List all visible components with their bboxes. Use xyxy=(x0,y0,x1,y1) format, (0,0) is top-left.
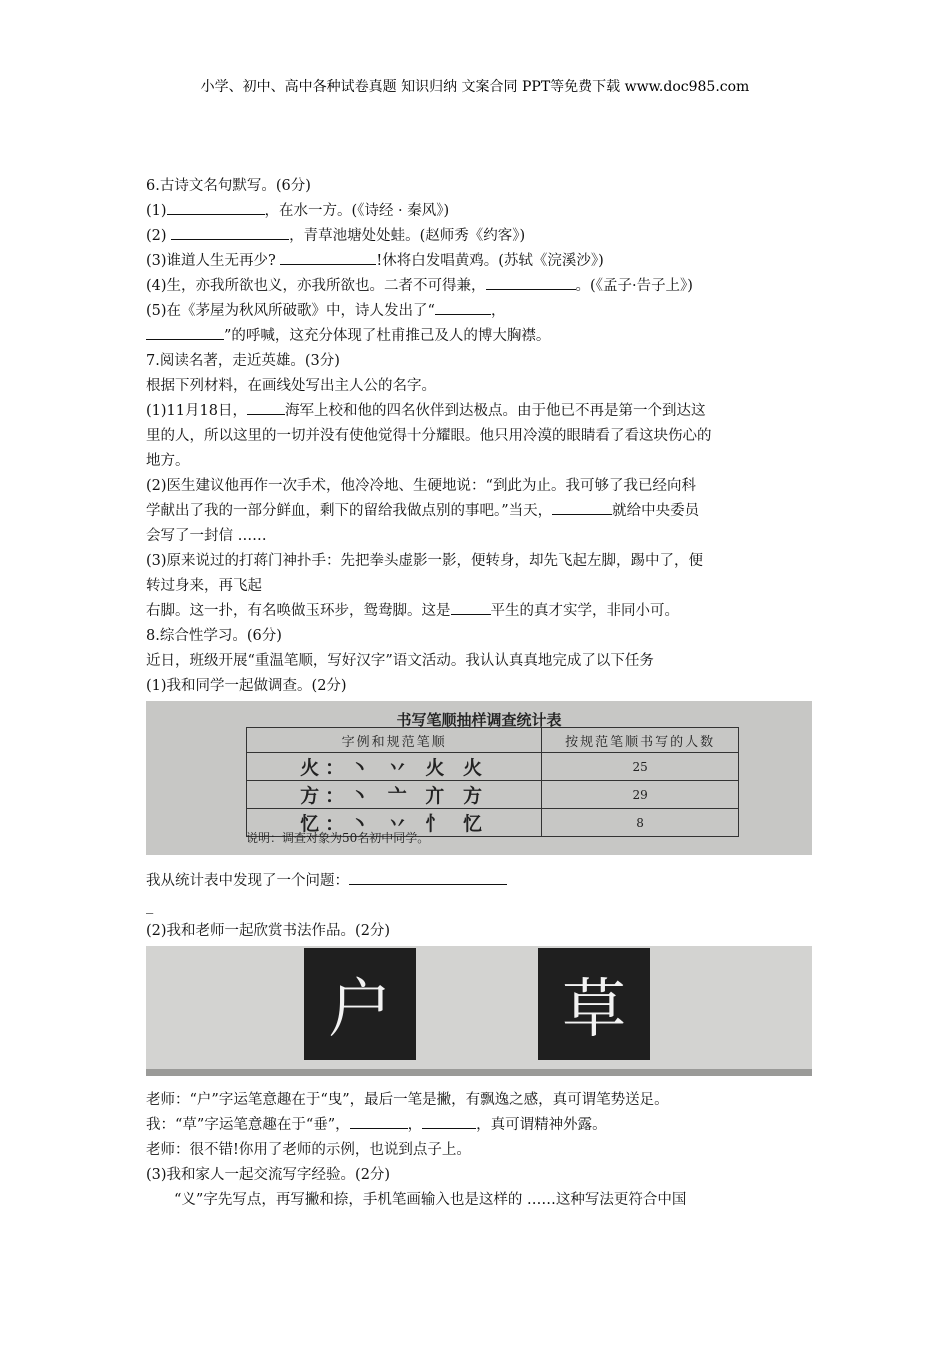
q6-item-5 xyxy=(146,299,812,324)
answer-blank[interactable] xyxy=(146,325,224,340)
q6-item-5-prefix: (5)在《茅屋为秋风所破歌》中，诗人发出了“ xyxy=(146,303,435,319)
q7-p1-prefix: (1)11月18日， xyxy=(146,403,247,419)
page-header: 小学、初中、高中各种试卷真题 知识归纳 文案合同 PPT等免费下载 www.doc985.com xyxy=(200,79,750,95)
answer-blank[interactable] xyxy=(486,275,576,290)
q8-family-text: “义”字先写点，再写撇和捺，手机笔画输入也是这样的 ……这种写法更符合中国 xyxy=(174,1192,687,1208)
answer-blank[interactable] xyxy=(451,600,491,615)
q6-item-4 xyxy=(146,274,812,299)
photo-edge xyxy=(146,1069,812,1076)
q6-item-5-text: ， xyxy=(490,303,506,319)
q7-p2-text: 学献出了我的一部分鲜血，剩下的留给我做点别的事吧。”当天， xyxy=(146,503,553,519)
q6-item-2-text: ，青草池塘处处蛙。(赵师秀《约客》) xyxy=(289,228,526,244)
q6-item-4-text: 。(《孟子·告子上》) xyxy=(575,278,693,294)
answer-blank[interactable] xyxy=(349,870,507,885)
table-cell-count: 29 xyxy=(542,781,739,809)
survey-table xyxy=(246,727,739,837)
q6-title: 6.古诗文名句默写。(6分) xyxy=(146,178,311,194)
q8-title: 8.综合性学习。(6分) xyxy=(146,628,282,644)
q7-p3-text: 右脚。这一扑，有名唤做玉环步，鸳鸯脚。这是 xyxy=(146,603,451,619)
q7-intro: 根据下列材料，在画线处写出主人公的名字。 xyxy=(146,378,436,394)
table-header-cell: 字例和规范笔顺 xyxy=(247,728,542,753)
q6-item-4-prefix: (4)生，亦我所欲也义，亦我所欲也。二者不可得兼， xyxy=(146,278,486,294)
q6-item-1-text: ，在水一方。(《诗经 · 秦风》) xyxy=(264,203,450,219)
q6-item-2 xyxy=(146,224,812,249)
answer-blank[interactable] xyxy=(422,1114,476,1129)
survey-table-note: 说明：调查对象为50名初中同学。 xyxy=(246,831,430,845)
q7-p3-line3 xyxy=(146,599,812,624)
table-header-row xyxy=(247,728,739,753)
answer-blank[interactable] xyxy=(171,225,289,240)
q7-p1-line1 xyxy=(146,399,812,424)
table-header-cell: 按规范笔顺书写的人数 xyxy=(542,728,739,753)
q8-found-text: 我从统计表中发现了一个问题： xyxy=(146,873,349,889)
q8-intro: 近日，班级开展“重温笔顺，写好汉字”语文活动。我认认真真地完成了以下任务 xyxy=(146,653,654,669)
q7-title: 7.阅读名著，走近英雄。(3分) xyxy=(146,353,340,369)
table-cell-count: 8 xyxy=(542,809,739,837)
calligraphy-cao: 草 xyxy=(538,948,650,1060)
calligraphy-photo xyxy=(146,946,812,1076)
q8-me-text: 我：“草”字运笔意趣在于“垂”， xyxy=(146,1117,350,1133)
table-cell-chars: 忆：丶 丷 忄 忆 xyxy=(247,809,542,837)
answer-blank[interactable] xyxy=(435,300,491,315)
answer-blank[interactable] xyxy=(167,200,265,215)
q7-p1-line3: 地方。 xyxy=(146,453,190,469)
q6-item-2-prefix: (2) xyxy=(146,228,172,244)
q7-p3-line2: 转过身来，再飞起 xyxy=(146,578,262,594)
q6-item-3-prefix: (3)谁道人生无再少? xyxy=(146,253,281,269)
q8-sub2: (2)我和老师一起欣赏书法作品。(2分) xyxy=(146,923,391,939)
q7-p3-tail: 平生的真才实学，非同小可。 xyxy=(490,603,679,619)
q8-teacher-line2: 老师：很不错!你用了老师的示例，也说到点子上。 xyxy=(146,1142,471,1158)
table-row xyxy=(247,781,739,809)
q7-p2-line2 xyxy=(146,499,812,524)
q7-p3-line1: (3)原来说过的打蒋门神扑手：先把拳头虚影一影，便转身，却先飞起左脚，踢中了，便 xyxy=(146,553,704,569)
table-cell-chars: 方：丶 亠 亣 方 xyxy=(247,781,542,809)
answer-blank[interactable] xyxy=(280,250,376,265)
q6-item-3 xyxy=(146,249,812,274)
table-row xyxy=(247,753,739,781)
q7-p2-line3: 会写了一封信 …… xyxy=(146,528,267,544)
q8-sub1: (1)我和同学一起做调查。(2分) xyxy=(146,678,347,694)
q8-sub3: (3)我和家人一起交流写字经验。(2分) xyxy=(146,1167,391,1183)
q7-p1-text: 海军上校和他的四名伙伴到达极点。由于他已不再是第一个到达这 xyxy=(284,403,706,419)
answer-blank[interactable] xyxy=(350,1114,408,1129)
answer-blank[interactable] xyxy=(247,400,285,415)
q8-found-line xyxy=(146,869,812,894)
exam-content xyxy=(146,174,812,1213)
q6-item-1-prefix: (1) xyxy=(146,203,167,219)
q8-me-comma: ， xyxy=(407,1117,423,1133)
q6-item-3-text: !休将白发唱黄鸡。(苏轼《浣溪沙》) xyxy=(376,253,604,269)
q8-underscore: _ xyxy=(146,898,154,914)
survey-table-photo xyxy=(146,701,812,855)
table-cell-count: 25 xyxy=(542,753,739,781)
q8-me-tail: ，真可谓精神外露。 xyxy=(476,1117,607,1133)
q7-p2-line1: (2)医生建议他再作一次手术，他冷冷地、生硬地说：“到此为止。我可够了我已经向科 xyxy=(146,478,696,494)
q7-p1-line2: 里的人，所以这里的一切并没有使他觉得十分耀眼。他只用冷漠的眼睛看了看这块伤心的 xyxy=(146,428,712,444)
table-cell-chars: 火：丶 丷 火 火 xyxy=(247,753,542,781)
q7-p2-tail: 就给中央委员 xyxy=(612,503,700,519)
q8-teacher-line1: 老师：“户”字运笔意趣在于“曳”，最后一笔是撇，有飘逸之感，真可谓笔势送足。 xyxy=(146,1092,669,1108)
q6-item-5-tail: ”的呼喊，这充分体现了杜甫推己及人的博大胸襟。 xyxy=(224,328,551,344)
q8-me-line xyxy=(146,1113,812,1138)
survey-table-title: 书写笔顺抽样调查统计表 xyxy=(396,711,562,729)
calligraphy-hu: 户 xyxy=(304,948,416,1060)
q6-item-1 xyxy=(146,199,812,224)
answer-blank[interactable] xyxy=(552,500,612,515)
q6-item-5-cont xyxy=(146,324,812,349)
